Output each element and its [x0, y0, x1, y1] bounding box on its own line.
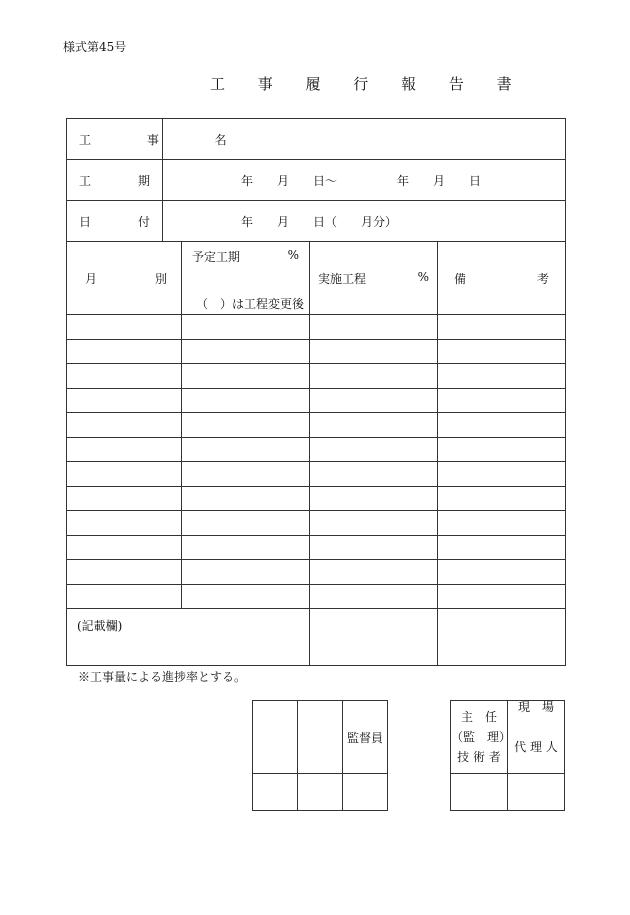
chief-engineer-label: 主 任 （監 理） 技 術 者 — [451, 701, 508, 774]
notes-cell[interactable] — [438, 535, 566, 560]
progress-table — [66, 241, 566, 666]
planned-cell[interactable] — [182, 486, 310, 511]
table-row — [67, 339, 566, 364]
month-cell[interactable] — [67, 560, 182, 585]
table-row — [67, 511, 566, 536]
supervisor-seal-table — [252, 700, 388, 811]
header-table — [66, 118, 566, 242]
seal-box[interactable] — [253, 774, 298, 811]
actual-cell[interactable] — [310, 388, 438, 413]
seal-box[interactable] — [298, 701, 343, 774]
planned-cell[interactable] — [182, 535, 310, 560]
planned-cell[interactable] — [182, 511, 310, 536]
actual-cell[interactable] — [310, 413, 438, 438]
notes-cell[interactable] — [438, 584, 566, 609]
month-cell[interactable] — [67, 535, 182, 560]
planned-cell[interactable] — [182, 437, 310, 462]
notes-cell[interactable] — [438, 339, 566, 364]
period-label: 工 期 — [67, 160, 163, 201]
notes-cell[interactable] — [438, 413, 566, 438]
actual-cell[interactable] — [310, 437, 438, 462]
month-cell[interactable] — [67, 437, 182, 462]
remarks-label: (記載欄) — [77, 619, 123, 633]
document-title: 工 事 履 行 報 告 書 — [210, 75, 526, 93]
table-row — [67, 413, 566, 438]
table-row — [67, 560, 566, 585]
supervisor-label: 監督員 — [343, 701, 388, 774]
actual-cell[interactable] — [310, 584, 438, 609]
notes-cell[interactable] — [438, 560, 566, 585]
period-field[interactable] — [163, 160, 566, 201]
month-cell[interactable] — [67, 339, 182, 364]
notes-cell[interactable] — [438, 437, 566, 462]
notes-column-header: 備 考 — [438, 242, 566, 315]
actual-cell[interactable] — [310, 511, 438, 536]
actual-column-header: 実施工程 % — [310, 242, 438, 315]
date-field[interactable] — [163, 201, 566, 242]
table-row — [67, 388, 566, 413]
month-cell[interactable] — [67, 413, 182, 438]
table-row — [67, 437, 566, 462]
planned-cell[interactable] — [182, 388, 310, 413]
notes-cell[interactable] — [438, 388, 566, 413]
site-agent-seal[interactable] — [508, 774, 565, 811]
remarks-field[interactable] — [67, 609, 310, 666]
planned-cell[interactable] — [182, 584, 310, 609]
month-cell[interactable] — [67, 486, 182, 511]
planned-cell[interactable] — [182, 560, 310, 585]
planned-cell[interactable] — [182, 364, 310, 389]
month-column-header: 月 別 — [67, 242, 182, 315]
planned-cell[interactable] — [182, 413, 310, 438]
month-cell[interactable] — [67, 584, 182, 609]
table-row — [67, 535, 566, 560]
table-row — [67, 364, 566, 389]
actual-cell[interactable] — [310, 560, 438, 585]
construction-name-label: 工 事 名 — [67, 119, 163, 160]
chief-engineer-seal[interactable] — [451, 774, 508, 811]
month-cell[interactable] — [67, 511, 182, 536]
month-cell[interactable] — [67, 388, 182, 413]
seal-box[interactable] — [253, 701, 298, 774]
site-agent-label: 現 場 代 理 人 — [508, 701, 565, 774]
table-row — [67, 486, 566, 511]
notes-cell[interactable] — [438, 315, 566, 340]
notes-cell[interactable] — [438, 364, 566, 389]
planned-column-header: 予定工期 % （ ）は工程変更後 — [182, 242, 310, 315]
remarks-extra-cell[interactable] — [310, 609, 438, 666]
actual-cell[interactable] — [310, 462, 438, 487]
table-row — [67, 315, 566, 340]
planned-cell[interactable] — [182, 339, 310, 364]
actual-cell[interactable] — [310, 364, 438, 389]
month-cell[interactable] — [67, 315, 182, 340]
actual-cell[interactable] — [310, 486, 438, 511]
month-cell[interactable] — [67, 462, 182, 487]
notes-cell[interactable] — [438, 486, 566, 511]
planned-cell[interactable] — [182, 315, 310, 340]
actual-cell[interactable] — [310, 315, 438, 340]
actual-cell[interactable] — [310, 339, 438, 364]
date-label: 日 付 — [67, 201, 163, 242]
form-number: 様式第45号 — [63, 40, 127, 54]
footnote: ※工事量による進捗率とする。 — [78, 670, 247, 684]
notes-cell[interactable] — [438, 511, 566, 536]
date-value: 年 月 日（ 月分） — [241, 214, 398, 229]
remarks-notes-cell[interactable] — [438, 609, 566, 666]
seal-box[interactable] — [298, 774, 343, 811]
actual-cell[interactable] — [310, 535, 438, 560]
period-value: 年 月 日～ 年 月 日 — [241, 173, 482, 188]
seal-box[interactable] — [343, 774, 388, 811]
notes-cell[interactable] — [438, 462, 566, 487]
planned-cell[interactable] — [182, 462, 310, 487]
table-row — [67, 584, 566, 609]
month-cell[interactable] — [67, 364, 182, 389]
table-row — [67, 462, 566, 487]
engineer-seal-table — [450, 700, 565, 811]
